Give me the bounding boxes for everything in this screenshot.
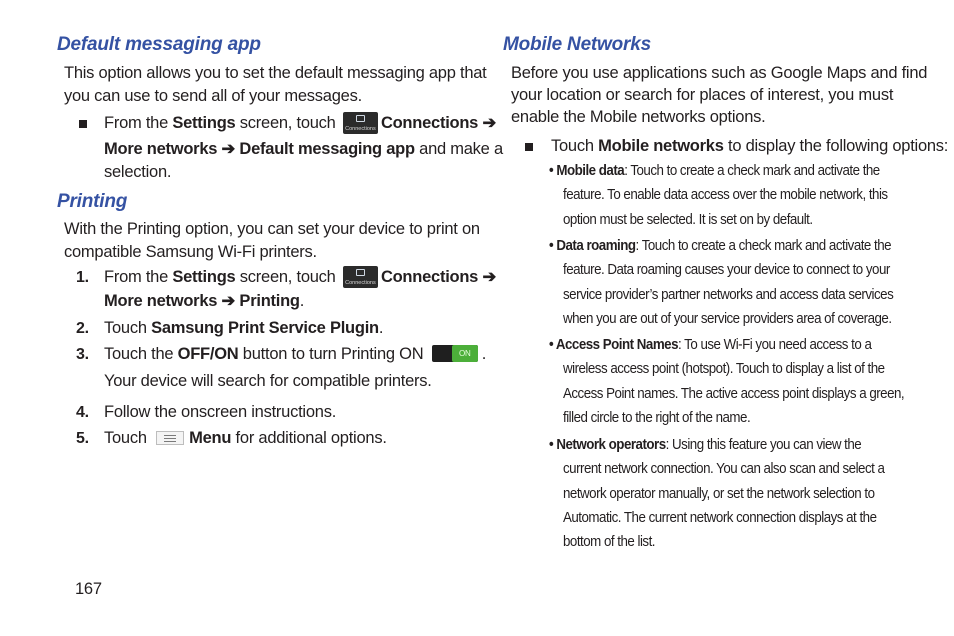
option-term: Data roaming bbox=[556, 238, 636, 254]
text: Touch bbox=[104, 429, 152, 447]
option-text: : To use Wi-Fi you need access to a bbox=[678, 337, 872, 353]
square-bullet-icon bbox=[79, 120, 87, 128]
text: screen, touch bbox=[235, 268, 340, 286]
option-line: bottom of the list. bbox=[563, 534, 655, 551]
step-3-line-2: Your device will search for compatible printers. bbox=[104, 372, 432, 390]
step-5 bbox=[104, 427, 387, 450]
option-line: Automatic. The current network connection displays at the bbox=[563, 509, 877, 526]
step-1-line-1 bbox=[104, 266, 496, 289]
mobile-networks-body-line-3: enable the Mobile networks options. bbox=[511, 108, 766, 126]
square-bullet-icon bbox=[525, 143, 533, 151]
option-line: network operator manually, or set the network selection to bbox=[563, 485, 875, 502]
option-text: : Touch to create a check mark and activate the bbox=[624, 163, 880, 179]
text: for additional options. bbox=[231, 429, 387, 447]
step-number: 1. bbox=[76, 269, 89, 286]
printing-body-line-1: With the Printing option, you can set your device to print on bbox=[64, 220, 480, 238]
option-text: : Using this feature you can view the bbox=[665, 437, 862, 453]
step-4: Follow the onscreen instructions. bbox=[104, 403, 337, 421]
settings-term: Settings bbox=[172, 268, 236, 286]
menu-path: More networks ➔ Printing bbox=[104, 292, 300, 310]
option-line bbox=[549, 159, 880, 184]
option-term: Mobile data bbox=[556, 163, 625, 179]
step-3-line-1 bbox=[104, 343, 486, 366]
connections-term: Connections ➔ bbox=[380, 268, 497, 286]
default-messaging-body-line-2: you can use to send all of your messages. bbox=[64, 87, 362, 105]
option-line: filled circle to the right of the name. bbox=[563, 409, 751, 426]
option-term: Access Point Names bbox=[555, 337, 679, 353]
off-on-term: OFF/ON bbox=[177, 345, 239, 363]
step-number: 2. bbox=[76, 320, 89, 337]
text: From the bbox=[104, 268, 173, 286]
text: to display the following options: bbox=[723, 137, 949, 155]
mobile-networks-term: Mobile networks bbox=[598, 137, 724, 155]
option-line: wireless access point (hotspot). Touch to display a list of the bbox=[563, 361, 885, 378]
section-heading-default-messaging: Default messaging app bbox=[57, 34, 261, 55]
text: Touch the bbox=[104, 345, 178, 363]
bullet-dot: • bbox=[549, 238, 557, 254]
menu-icon bbox=[156, 431, 184, 445]
text: From the bbox=[104, 114, 173, 132]
default-messaging-step-line-1 bbox=[104, 112, 496, 135]
connections-icon: Connections bbox=[343, 266, 378, 288]
option-line: service provider’s partner networks and access data services bbox=[563, 286, 894, 303]
settings-term: Settings bbox=[172, 114, 236, 132]
mobile-networks-step bbox=[551, 135, 948, 158]
step-1-line-2 bbox=[104, 290, 304, 313]
default-messaging-body-line-1: This option allows you to set the default messaging app that bbox=[64, 64, 487, 82]
option-term: Network operators bbox=[556, 437, 666, 453]
menu-term: Menu bbox=[189, 429, 232, 447]
section-heading-printing: Printing bbox=[57, 191, 128, 212]
option-line: feature. To enable data access over the mobile network, this bbox=[563, 187, 888, 204]
connections-icon: Connections bbox=[343, 112, 378, 134]
step-2 bbox=[104, 317, 383, 340]
text: button to turn Printing ON bbox=[238, 345, 428, 363]
text: Touch bbox=[551, 137, 599, 155]
plugin-term: Samsung Print Service Plugin bbox=[151, 319, 379, 337]
default-messaging-step-line-3: selection. bbox=[104, 163, 172, 181]
option-line: current network connection. You can also scan and select a bbox=[563, 461, 885, 478]
text: . bbox=[378, 319, 384, 337]
step-number: 3. bbox=[76, 346, 89, 363]
option-line bbox=[549, 234, 891, 259]
page-number: 167 bbox=[75, 580, 102, 598]
text: screen, touch bbox=[235, 114, 340, 132]
option-line: Access Point names. The active access point displays a green, bbox=[563, 385, 905, 402]
mobile-networks-body-line-2: your location or search for places of interest, you must bbox=[511, 86, 894, 104]
bullet-dot: • bbox=[549, 163, 557, 179]
text: and make a bbox=[414, 140, 503, 158]
option-line: when you are out of your service providers area of coverage. bbox=[563, 310, 892, 327]
on-off-toggle-icon: ON bbox=[432, 345, 478, 362]
bullet-dot: • bbox=[549, 337, 556, 353]
printing-body-line-2: compatible Samsung Wi-Fi printers. bbox=[64, 243, 317, 261]
step-number: 5. bbox=[76, 430, 89, 447]
option-line: option must be selected. It is set on by default. bbox=[563, 211, 813, 228]
option-line bbox=[549, 333, 871, 358]
text: . bbox=[299, 292, 305, 310]
option-line: feature. Data roaming causes your device to connect to your bbox=[563, 262, 890, 279]
option-text: : Touch to create a check mark and activate the bbox=[635, 238, 892, 254]
text: . bbox=[481, 345, 487, 363]
step-number: 4. bbox=[76, 404, 89, 421]
mobile-networks-body-line-1: Before you use applications such as Google Maps and find bbox=[511, 64, 928, 82]
menu-path: More networks ➔ Default messaging app bbox=[104, 140, 415, 158]
option-line bbox=[549, 433, 861, 458]
default-messaging-step-line-2 bbox=[104, 138, 503, 161]
connections-term: Connections ➔ bbox=[380, 114, 497, 132]
section-heading-mobile-networks: Mobile Networks bbox=[503, 34, 651, 55]
bullet-dot: • bbox=[549, 437, 557, 453]
text: Touch bbox=[104, 319, 152, 337]
